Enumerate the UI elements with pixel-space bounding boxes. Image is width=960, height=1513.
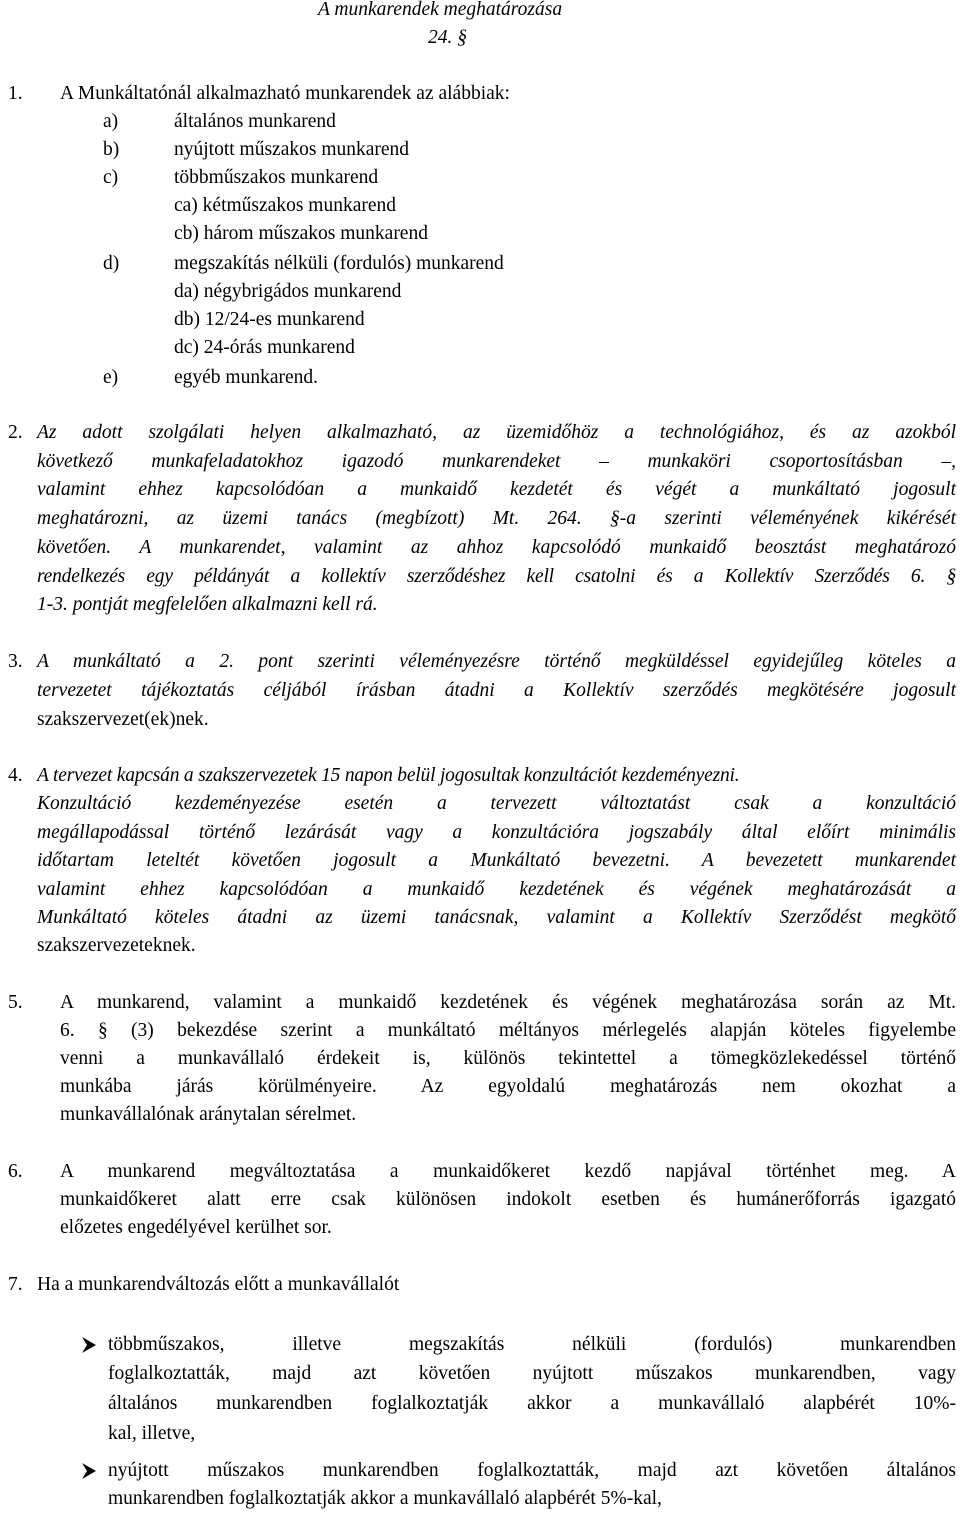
s1-intro: A Munkáltatónál alkalmazható munkarendek az alábbiak:: [60, 83, 510, 104]
s7-bullet-line: munkarendben foglalkoztatják akkor a munkavállaló alapbérét 5%-kal,: [108, 1488, 662, 1509]
s7-number: 7.: [8, 1274, 23, 1295]
s1-item-label: e): [103, 367, 119, 388]
s6-number: 6.: [8, 1161, 23, 1182]
s4-line: Konzultáció kezdeményezése esetén a tervezett változtatást csak a konzultáció: [37, 793, 956, 814]
s6-line: A munkarend megváltoztatása a munkaidőkeret kezdő napjával történhet meg. A: [60, 1161, 956, 1182]
s2-line: Az adott szolgálati helyen alkalmazható, az üzemidőhöz a technológiához, és az azokból: [37, 422, 956, 443]
s2-line: következő munkafeladatokhoz igazodó munkarendeket – munkaköri csoportosításban –,: [37, 451, 956, 472]
s1-item-text: többműszakos munkarend: [174, 167, 379, 188]
s4-line: A tervezet kapcsán a szakszervezetek 15 napon belül jogosultak konzultációt kezdeményezni.: [37, 765, 740, 786]
s4-line: valamint ehhez kapcsolódóan a munkaidő kezdetének és végének meghatározását a: [37, 879, 956, 900]
s1-subitem-text: dc) 24-órás munkarend: [174, 337, 355, 358]
s1-item-label: b): [103, 139, 120, 160]
section-number-title: 24. §: [428, 27, 467, 48]
s4-number: 4.: [8, 765, 23, 786]
s1-item-text: megszakítás nélküli (fordulós) munkarend: [174, 253, 504, 274]
s2-line: rendelkezés egy példányát a kollektív szerződéshez kell csatolni és a Kollektív Szerződés 6. §: [37, 566, 956, 587]
s5-line: venni a munkavállaló érdekeit is, különös tekintettel a tömegközlekedéssel történő: [60, 1048, 956, 1069]
s3-line: szakszervezet(ek)nek.: [37, 709, 209, 730]
s2-line: 1-3. pontját megfelelően alkalmazni kell rá.: [37, 594, 378, 615]
s7-bullet-line: kal, illetve,: [108, 1423, 196, 1444]
s1-number: 1.: [8, 83, 23, 104]
s6-line: előzetes engedélyével kerülhet sor.: [60, 1217, 332, 1238]
s3-line: A munkáltató a 2. pont szerinti véleményezésre történő megküldéssel egyidejűleg köteles a: [37, 651, 956, 672]
s1-item-label: c): [103, 167, 119, 188]
page-title: A munkarendek meghatározása: [318, 0, 563, 20]
s4-line: szakszervezeteknek.: [37, 935, 196, 956]
s4-line: Munkáltató köteles átadni az üzemi tanácsnak, valamint a Kollektív Szerződést megkötő: [37, 907, 956, 928]
s1-item-text: általános munkarend: [174, 111, 336, 132]
s5-line: A munkarend, valamint a munkaidő kezdetének és végének meghatározása során az Mt.: [60, 992, 956, 1013]
s5-line: munkavállalónak aránytalan sérelmet.: [60, 1104, 357, 1125]
s2-line: követően. A munkarendet, valamint az ahhoz kapcsolódó munkaidő beosztást meghatározó: [37, 537, 956, 558]
s2-line: valamint ehhez kapcsolódóan a munkaidő kezdetét és végét a munkáltató jogosult: [37, 479, 956, 500]
s1-item-label: d): [103, 253, 120, 274]
s7-bullet-line: foglalkoztatták, majd azt követően nyújtott műszakos munkarendben, vagy: [108, 1363, 956, 1384]
arrowhead-bullet-icon: [80, 1457, 98, 1485]
arrowhead-bullet-icon: [80, 1331, 98, 1359]
s7-bullet-line: többműszakos, illetve megszakítás nélküli (fordulós) munkarendben: [108, 1334, 956, 1355]
s7-bullet-line: általános munkarendben foglalkoztatják akkor a munkavállaló alapbérét 10%-: [108, 1393, 956, 1414]
s3-number: 3.: [8, 651, 23, 672]
s4-line: megállapodással történő lezárását vagy a konzultációra jogszabály által előírt minimális: [37, 822, 956, 843]
s1-subitem-text: db) 12/24-es munkarend: [174, 309, 365, 330]
s5-line: 6. § (3) bekezdése szerint a munkáltató méltányos mérlegelés alapján köteles figyelembe: [60, 1020, 956, 1041]
s4-line: időtartam leteltét követően jogosult a Munkáltató bevezetni. A bevezetett munkarendet: [37, 850, 956, 871]
s1-subitem-text: cb) három műszakos munkarend: [174, 223, 428, 244]
s2-number: 2.: [8, 422, 23, 443]
s7-intro: Ha a munkarendváltozás előtt a munkavállalót: [37, 1274, 400, 1295]
s2-line: meghatározni, az üzemi tanács (megbízott) Mt. 264. §-a szerinti véleményének kikérését: [37, 508, 956, 529]
s6-line: munkaidőkeret alatt erre csak különösen indokolt esetben és humánerőforrás igazgató: [60, 1189, 956, 1210]
s1-subitem-text: ca) kétműszakos munkarend: [174, 195, 397, 216]
s1-item-text: egyéb munkarend.: [174, 367, 319, 388]
s5-line: munkába járás körülményeire. Az egyoldalú meghatározás nem okozhat a: [60, 1076, 956, 1097]
s1-item-label: a): [103, 111, 119, 132]
s1-item-text: nyújtott műszakos munkarend: [174, 139, 410, 160]
s7-bullet-line: nyújtott műszakos munkarendben foglalkoztatták, majd azt követően általános: [108, 1460, 956, 1481]
s1-subitem-text: da) négybrigádos munkarend: [174, 281, 402, 302]
s5-number: 5.: [8, 992, 23, 1013]
s3-line: tervezetet tájékoztatás céljából írásban átadni a Kollektív szerződés megkötésére jogosult: [37, 680, 956, 701]
